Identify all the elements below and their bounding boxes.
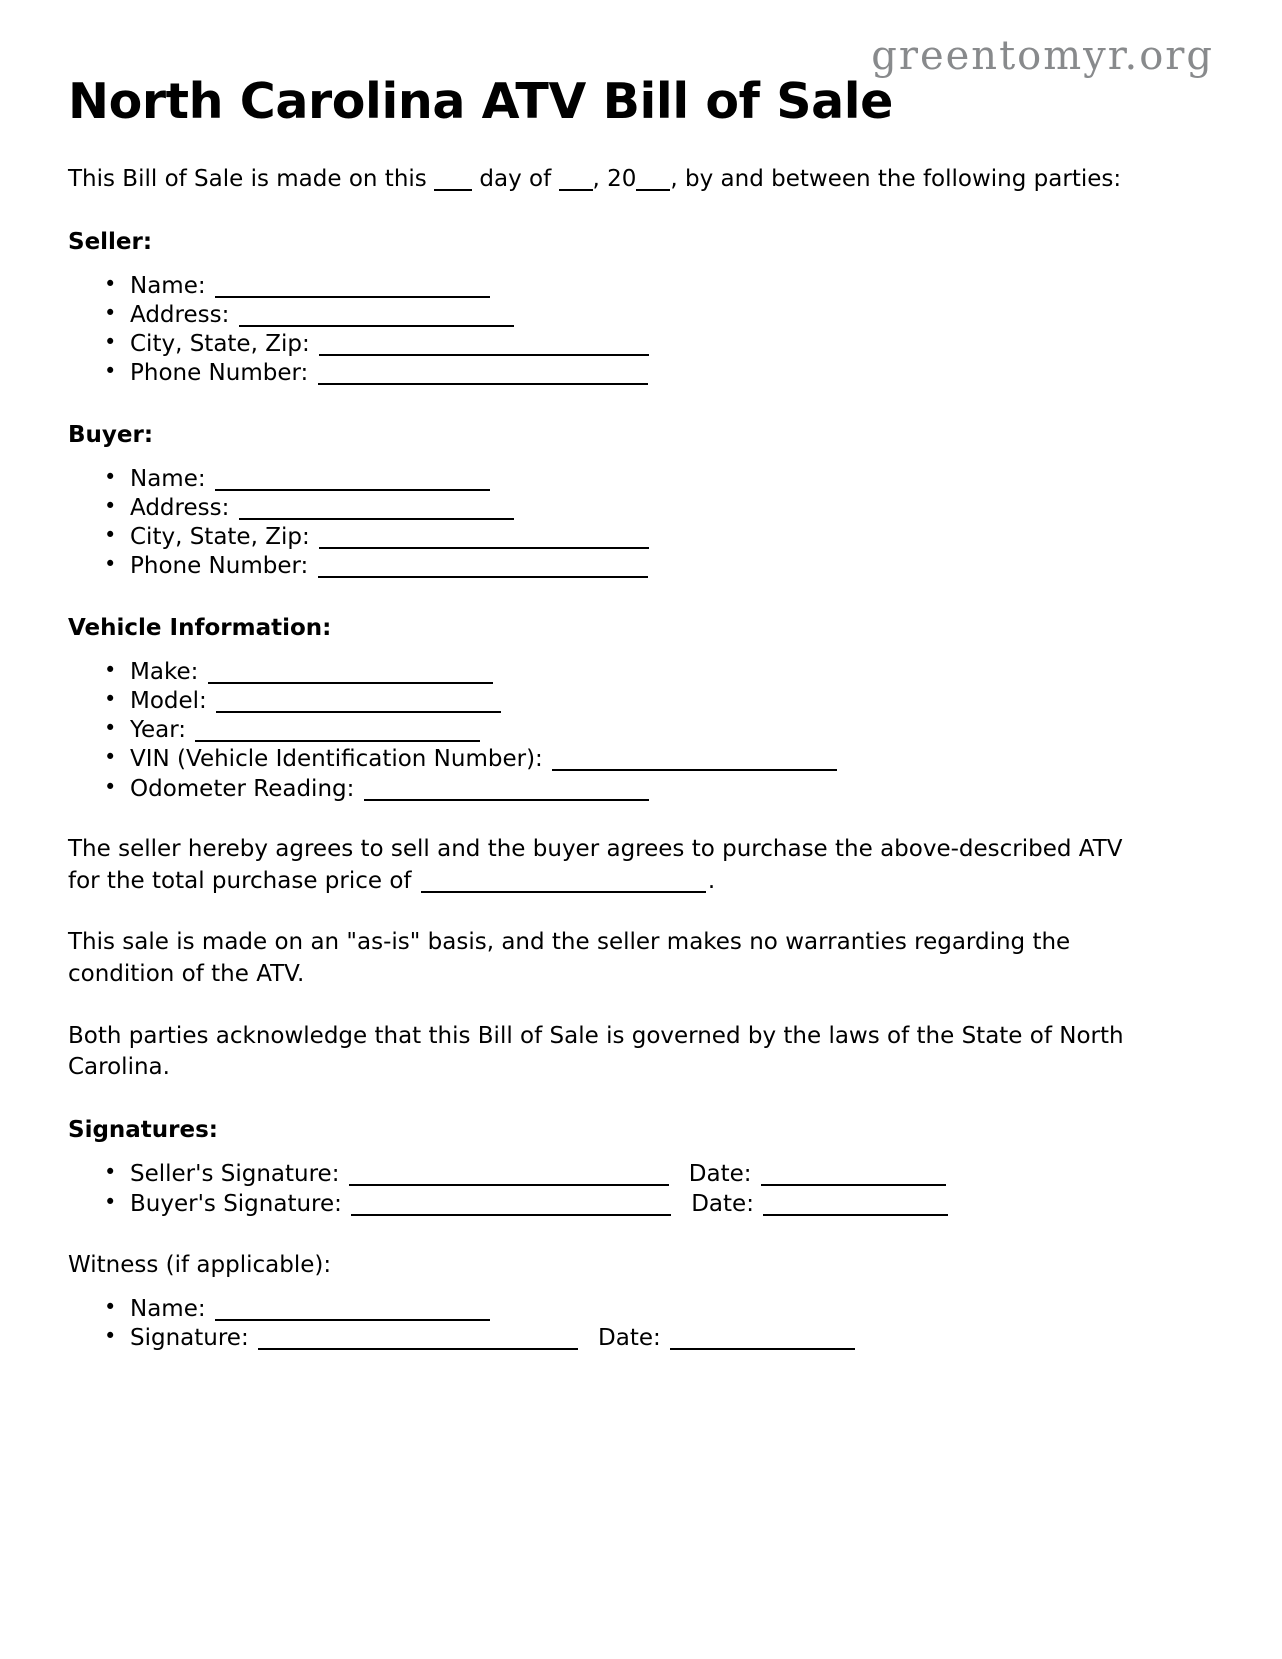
purchase-price-blank[interactable] xyxy=(421,891,706,893)
list-item xyxy=(130,494,1214,523)
list-item xyxy=(130,1324,1214,1353)
purchase-price-paragraph xyxy=(68,834,1138,897)
buyer-date-blank[interactable] xyxy=(763,1214,948,1216)
buyer-city-blank[interactable] xyxy=(319,547,649,549)
vehicle-make-blank[interactable] xyxy=(208,682,493,684)
vehicle-odometer-label: Odometer Reading: xyxy=(130,775,362,802)
witness-name-label: Name: xyxy=(130,1295,213,1322)
buyer-phone-blank[interactable] xyxy=(318,576,648,578)
vehicle-information-heading: Vehicle Information: xyxy=(68,614,332,641)
buyer-phone-label: Phone Number: xyxy=(130,553,316,580)
signatures-heading: Signatures: xyxy=(68,1117,219,1144)
buyer-name-label: Name: xyxy=(130,465,213,492)
seller-date-label: Date: xyxy=(688,1161,759,1188)
intro-text-part3: , 20 xyxy=(592,165,637,192)
seller-city-blank[interactable] xyxy=(319,354,649,356)
list-item xyxy=(130,301,1214,330)
vehicle-model-blank[interactable] xyxy=(216,711,501,713)
seller-name-blank[interactable] xyxy=(215,296,490,298)
buyer-date-label: Date: xyxy=(691,1190,762,1217)
vehicle-vin-blank[interactable] xyxy=(552,769,837,771)
list-item xyxy=(130,1295,1214,1324)
buyer-city-label: City, State, Zip: xyxy=(130,524,318,551)
buyer-address-label: Address: xyxy=(130,494,237,521)
purchase-price-period: . xyxy=(707,867,716,894)
day-blank xyxy=(434,189,472,191)
vehicle-vin-label: VIN (Vehicle Identification Number): xyxy=(130,746,551,773)
witness-signature-blank[interactable] xyxy=(258,1348,578,1350)
seller-signature-label: Seller's Signature: xyxy=(130,1161,347,1188)
seller-address-blank[interactable] xyxy=(239,325,514,327)
list-item xyxy=(130,687,1214,716)
buyer-address-blank[interactable] xyxy=(239,518,514,520)
vehicle-year-label: Year: xyxy=(130,717,194,744)
seller-address-label: Address: xyxy=(130,301,237,328)
seller-date-blank[interactable] xyxy=(761,1184,946,1186)
buyer-signature-label: Buyer's Signature: xyxy=(130,1190,350,1217)
intro-text-part1: This Bill of Sale is made on this xyxy=(68,165,427,192)
buyer-name-blank[interactable] xyxy=(215,489,490,491)
seller-city-label: City, State, Zip: xyxy=(130,331,318,358)
year-blank xyxy=(636,189,670,191)
list-item xyxy=(130,658,1214,687)
signatures-field-list xyxy=(68,1160,1214,1218)
list-item xyxy=(130,716,1214,745)
witness-date-blank[interactable] xyxy=(670,1348,855,1350)
as-is-paragraph: This sale is made on an "as-is" basis, and the seller makes no warranties regarding the condition of the ATV. xyxy=(68,929,1071,987)
purchase-price-text: The seller hereby agrees to sell and the buyer agrees to purchase the above-described ATV for the total purchase price of xyxy=(68,835,1123,894)
month-blank xyxy=(559,189,593,191)
governing-law-paragraph: Both parties acknowledge that this Bill of Sale is governed by the laws of the State of North Carolina. xyxy=(68,1022,1124,1081)
list-item xyxy=(130,465,1214,494)
list-item xyxy=(130,552,1214,581)
intro-text-part2: day of xyxy=(479,165,552,192)
buyer-signature-blank[interactable] xyxy=(351,1214,671,1216)
intro-text-part4: , by and between the following parties: xyxy=(670,165,1122,192)
list-item xyxy=(130,523,1214,552)
list-item xyxy=(130,272,1214,301)
intro-paragraph xyxy=(68,163,1214,196)
list-item xyxy=(130,745,1214,774)
witness-signature-label: Signature: xyxy=(130,1325,257,1352)
vehicle-odometer-blank[interactable] xyxy=(364,799,649,801)
list-item xyxy=(130,330,1214,359)
witness-heading: Witness (if applicable): xyxy=(68,1251,332,1278)
vehicle-year-blank[interactable] xyxy=(195,740,480,742)
page-title: North Carolina ATV Bill of Sale xyxy=(68,73,894,130)
seller-name-label: Name: xyxy=(130,272,213,299)
list-item xyxy=(130,1160,1214,1189)
site-watermark: greentomyr.org xyxy=(871,33,1214,79)
witness-date-label: Date: xyxy=(598,1325,669,1352)
witness-field-list xyxy=(68,1295,1214,1353)
vehicle-model-label: Model: xyxy=(130,687,215,714)
list-item xyxy=(130,1190,1214,1219)
list-item xyxy=(130,359,1214,388)
seller-phone-blank[interactable] xyxy=(318,383,648,385)
seller-field-list xyxy=(68,272,1214,389)
buyer-field-list xyxy=(68,465,1214,582)
witness-name-blank[interactable] xyxy=(215,1319,490,1321)
vehicle-field-list xyxy=(68,658,1214,804)
list-item xyxy=(130,775,1214,804)
seller-signature-blank[interactable] xyxy=(349,1184,669,1186)
seller-phone-label: Phone Number: xyxy=(130,360,316,387)
seller-heading: Seller: xyxy=(68,228,153,255)
buyer-heading: Buyer: xyxy=(68,421,154,448)
vehicle-make-label: Make: xyxy=(130,658,206,685)
